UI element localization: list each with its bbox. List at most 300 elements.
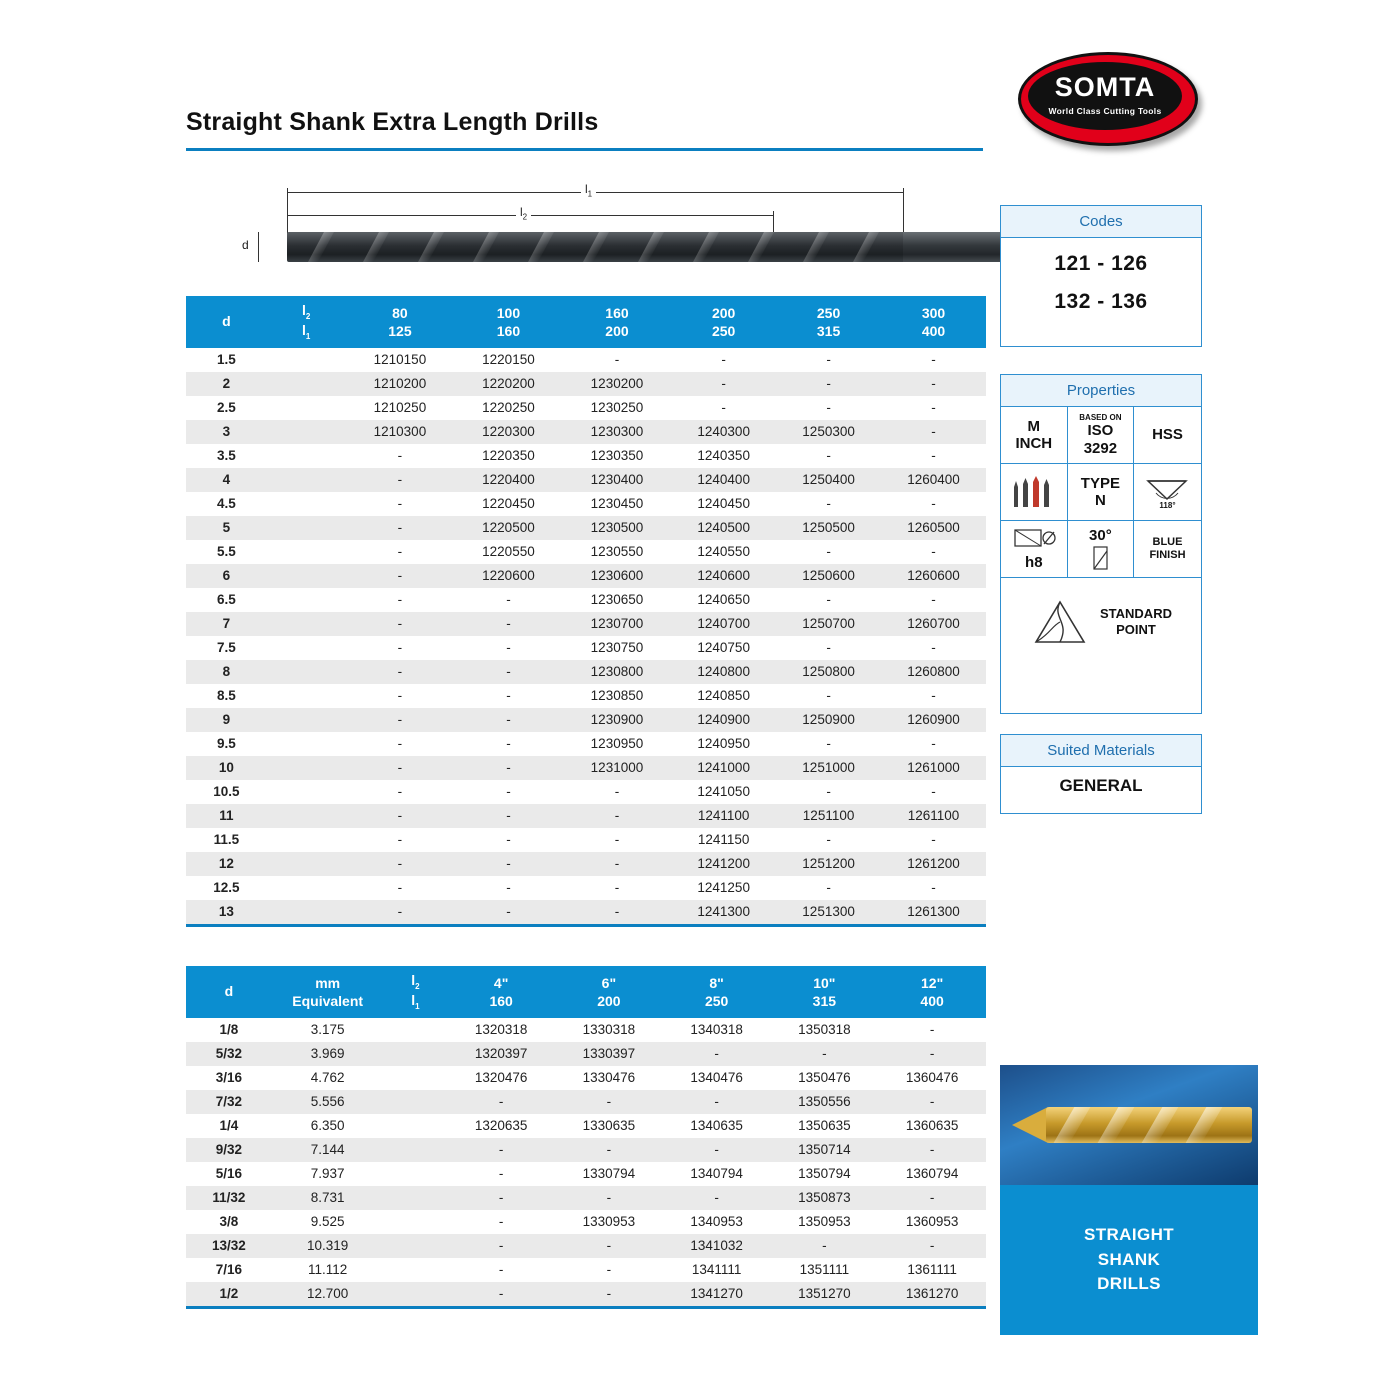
cell-code: 1320318 [447,1018,555,1042]
cell-code: 1230350 [563,444,672,468]
cell-code: 1220450 [454,492,563,516]
cell-code: 1241000 [671,756,776,780]
cell-diameter: 6.5 [186,588,267,612]
cell-code: - [454,612,563,636]
header-col-3: 200 250 [671,296,776,348]
cell-code: - [881,396,986,420]
cell-code: 1261300 [881,900,986,924]
cell-spacer [384,1114,448,1138]
cell-diameter: 7 [186,612,267,636]
cell-diameter: 3.5 [186,444,267,468]
table-row [186,660,986,684]
cell-diameter: 7/32 [186,1090,272,1114]
cell-diameter: 11 [186,804,267,828]
cell-code: 1361111 [878,1258,986,1282]
cell-spacer [267,876,346,900]
cell-code: - [776,492,881,516]
cell-code: - [346,444,455,468]
cell-spacer [267,348,346,372]
cell-code: 1230950 [563,732,672,756]
cell-diameter: 2 [186,372,267,396]
d-label: d [242,238,249,252]
cell-spacer [267,612,346,636]
cell-code: 1240650 [671,588,776,612]
cell-code: 1220550 [454,540,563,564]
cell-diameter: 9/32 [186,1138,272,1162]
cell-code: - [776,876,881,900]
cell-code: - [881,492,986,516]
header-col-1: 6" 200 [555,966,663,1018]
dim-tick-l1-right [903,188,904,232]
cell-code: 1230750 [563,636,672,660]
cell-code: - [346,732,455,756]
cell-code: 1340476 [663,1066,771,1090]
cell-code: - [447,1090,555,1114]
cell-code: 1230650 [563,588,672,612]
cell-spacer [267,516,346,540]
cell-diameter: 13 [186,900,267,924]
cell-spacer [267,540,346,564]
cell-spacer [267,684,346,708]
cell-diameter: 8.5 [186,684,267,708]
cell-spacer [267,900,346,924]
code-range-1: 121 - 126 [1054,252,1148,275]
cell-diameter: 7/16 [186,1258,272,1282]
cell-spacer [384,1258,448,1282]
cell-code: - [454,780,563,804]
suited-materials-panel [1000,734,1202,814]
cell-code: - [454,876,563,900]
cell-code: 1251000 [776,756,881,780]
cell-code: - [776,780,881,804]
header-col-1: 100 160 [454,296,563,348]
helix-icon-svg [1085,545,1115,571]
property-metric-inch: M INCH [1001,407,1068,464]
table-row [186,828,986,852]
cell-code: 1341032 [663,1234,771,1258]
cell-spacer [267,564,346,588]
header-l2-l1 [267,296,346,348]
cell-code: 1240800 [671,660,776,684]
codes-panel [1000,205,1202,347]
table-row [186,516,986,540]
table-row [186,1042,986,1066]
cell-code: - [454,804,563,828]
cell-diameter: 12 [186,852,267,876]
cell-spacer [384,1162,448,1186]
cell-code: 1230500 [563,516,672,540]
table-row [186,756,986,780]
cell-code: 1230400 [563,468,672,492]
metric-table-header-row [186,296,986,348]
cell-code: 1250500 [776,516,881,540]
cell-diameter: 2.5 [186,396,267,420]
cell-code: 1320397 [447,1042,555,1066]
cell-code: 1360476 [878,1066,986,1090]
cell-code: - [563,876,672,900]
table-row [186,1234,986,1258]
cell-mm-equivalent: 12.700 [272,1282,384,1306]
cell-code: 1240350 [671,444,776,468]
cell-code: - [346,780,455,804]
cell-spacer [267,636,346,660]
cell-code: 1260400 [881,468,986,492]
table-row [186,492,986,516]
cell-spacer [267,468,346,492]
table-row [186,420,986,444]
standard-point-icon [1030,596,1090,648]
cell-code: 1350556 [770,1090,878,1114]
suited-materials-value: GENERAL [1059,776,1143,795]
cell-code: 1330953 [555,1210,663,1234]
cell-code: - [555,1234,663,1258]
cell-code: - [346,588,455,612]
cell-code: 1240400 [671,468,776,492]
cell-code: 1240300 [671,420,776,444]
cell-code: 1250800 [776,660,881,684]
cell-diameter: 1/4 [186,1114,272,1138]
table-row [186,1114,986,1138]
cell-code: 1341270 [663,1282,771,1306]
cell-diameter: 6 [186,564,267,588]
cell-code: - [563,780,672,804]
cell-mm-equivalent: 6.350 [272,1114,384,1138]
cell-code: - [878,1042,986,1066]
cell-code: - [346,900,455,924]
suited-materials-title: Suited Materials [1001,735,1201,767]
table-bottom-rule [186,1306,986,1309]
cell-code: 1340953 [663,1210,771,1234]
cell-code: - [663,1138,771,1162]
cell-mm-equivalent: 9.525 [272,1210,384,1234]
cell-code: 1330794 [555,1162,663,1186]
cell-spacer [384,1042,448,1066]
drill-dimension-diagram [186,170,986,280]
cell-code: - [563,900,672,924]
header-col-2: 8" 250 [663,966,771,1018]
cell-code: - [454,756,563,780]
header-l2: $l_2$ [302,302,311,321]
cell-code: 1261200 [881,852,986,876]
header-col-3: 10" 315 [770,966,878,1018]
cell-code: 1240850 [671,684,776,708]
cell-code: - [346,564,455,588]
cell-code: - [346,540,455,564]
header-mm-equivalent: mm Equivalent [272,966,384,1018]
helix-angle-icon: 30° [1068,521,1135,578]
cell-code: - [555,1186,663,1210]
cell-diameter: 5 [186,516,267,540]
cell-code: - [563,348,672,372]
page-title: Straight Shank Extra Length Drills [186,108,599,136]
cell-spacer [384,1090,448,1114]
drill-bit-illustration [1012,1083,1250,1167]
cell-diameter: 10 [186,756,267,780]
cell-code: - [346,708,455,732]
table-row [186,348,986,372]
cell-code: - [663,1090,771,1114]
cell-code: 1351111 [770,1258,878,1282]
cell-code: 1360635 [878,1114,986,1138]
cell-code: 1230550 [563,540,672,564]
table-row [186,1282,986,1306]
cell-spacer [267,372,346,396]
cell-code: 1361270 [878,1282,986,1306]
cell-code: 1220600 [454,564,563,588]
table-row [186,804,986,828]
title-divider [186,148,983,151]
cell-code: - [776,348,881,372]
cell-code: - [447,1282,555,1306]
cell-code: - [776,372,881,396]
product-caption-block [1000,1185,1258,1335]
table-row [186,1138,986,1162]
cell-code: - [454,684,563,708]
cell-code: 1230850 [563,684,672,708]
cell-code: 1260900 [881,708,986,732]
cell-code: - [454,828,563,852]
cell-diameter: 3/16 [186,1066,272,1090]
property-material-hss: HSS [1134,407,1201,464]
table-row [186,876,986,900]
header-d: d [186,296,267,348]
cell-code: - [447,1162,555,1186]
cell-spacer [267,396,346,420]
cell-code: - [776,396,881,420]
cell-diameter: 11.5 [186,828,267,852]
cell-code: - [776,540,881,564]
cell-code: 1210300 [346,420,455,444]
code-range-2: 132 - 136 [1054,290,1148,313]
cell-spacer [384,1138,448,1162]
cell-code: - [776,588,881,612]
cell-code: 1240950 [671,732,776,756]
cell-code: 1240750 [671,636,776,660]
cell-code: 1210150 [346,348,455,372]
cell-mm-equivalent: 7.937 [272,1162,384,1186]
cell-code: - [447,1186,555,1210]
cell-code: - [346,852,455,876]
cell-code: 1241200 [671,852,776,876]
cell-code: - [770,1042,878,1066]
cell-code: - [555,1258,663,1282]
d-dimension-line [258,232,259,262]
product-photo [1000,1065,1258,1185]
table-row [186,468,986,492]
cell-code: 1220300 [454,420,563,444]
header-col-0: 80 125 [346,296,455,348]
header-col-4: 250 315 [776,296,881,348]
cell-code: 1240450 [671,492,776,516]
cell-code: 1250400 [776,468,881,492]
cell-code: - [454,900,563,924]
table-row [186,1210,986,1234]
header-l2-l1 [384,966,448,1018]
cell-code: - [346,636,455,660]
cell-code: 1251200 [776,852,881,876]
cell-diameter: 1.5 [186,348,267,372]
cell-code: 1250300 [776,420,881,444]
cell-code: 1261000 [881,756,986,780]
header-col-0: 4" 160 [447,966,555,1018]
table-row [186,732,986,756]
cell-code: - [878,1234,986,1258]
header-l1: $l_1$ [302,321,311,341]
cell-code: 1220400 [454,468,563,492]
table-row [186,372,986,396]
cell-code: 1230300 [563,420,672,444]
bit-tip [1012,1107,1048,1143]
cell-spacer [267,708,346,732]
table-row [186,900,986,924]
properties-grid [1001,407,1201,666]
cell-code: - [346,660,455,684]
cell-code: 1251300 [776,900,881,924]
cell-spacer [384,1018,448,1042]
inch-sizes-table [186,966,986,1309]
cell-code: - [881,732,986,756]
cell-code: - [881,828,986,852]
cell-code: 1260600 [881,564,986,588]
l1-label: $l_1$ [581,182,596,198]
cell-code: 1250600 [776,564,881,588]
cell-spacer [384,1186,448,1210]
cell-code: - [776,444,881,468]
cell-diameter: 1/2 [186,1282,272,1306]
cell-code: 1230200 [563,372,672,396]
cell-code: - [663,1186,771,1210]
cell-spacer [267,780,346,804]
cell-code: 1240900 [671,708,776,732]
property-blue-finish: BLUE FINISH [1134,521,1201,578]
cell-spacer [267,828,346,852]
cell-spacer [384,1234,448,1258]
cell-code: - [881,876,986,900]
cell-code: 1241100 [671,804,776,828]
header-d: d [186,966,272,1018]
cell-code: - [671,372,776,396]
shank-tolerance-svg [1011,526,1057,554]
cell-code: 1341111 [663,1258,771,1282]
cell-diameter: 5.5 [186,540,267,564]
cell-code: 1350873 [770,1186,878,1210]
header-col-2: 160 200 [563,296,672,348]
cell-code: 1260800 [881,660,986,684]
cell-code: - [346,828,455,852]
cell-diameter: 12.5 [186,876,267,900]
cell-code: - [776,684,881,708]
cell-diameter: 4 [186,468,267,492]
table-row [186,780,986,804]
cell-mm-equivalent: 8.731 [272,1186,384,1210]
cell-code: - [563,828,672,852]
table-row [186,564,986,588]
cell-mm-equivalent: 5.556 [272,1090,384,1114]
cell-spacer [267,588,346,612]
cell-code: 1360953 [878,1210,986,1234]
table-row [186,852,986,876]
cell-code: 1260700 [881,612,986,636]
cell-code: 1220250 [454,396,563,420]
properties-panel [1000,374,1202,714]
cell-mm-equivalent: 3.175 [272,1018,384,1042]
cell-code: 1230800 [563,660,672,684]
cell-code: 1350794 [770,1162,878,1186]
cell-code: 1220500 [454,516,563,540]
cell-spacer [267,732,346,756]
cell-mm-equivalent: 3.969 [272,1042,384,1066]
cell-code: 1230600 [563,564,672,588]
table-row [186,1066,986,1090]
header-col-5: 300 400 [881,296,986,348]
cell-code: 1210200 [346,372,455,396]
cell-code: 1210250 [346,396,455,420]
cell-code: 1350476 [770,1066,878,1090]
cell-code: 1320476 [447,1066,555,1090]
table-row [186,708,986,732]
cell-code: - [346,612,455,636]
cell-diameter: 5/16 [186,1162,272,1186]
cell-code: 1251100 [776,804,881,828]
point-angle-icon: 118° [1134,464,1201,521]
cell-code: - [346,756,455,780]
cell-code: 1240500 [671,516,776,540]
cell-code: - [881,588,986,612]
cell-code: - [555,1090,663,1114]
cell-code: - [881,444,986,468]
table-row [186,1090,986,1114]
property-iso-standard: BASED ON ISO 3292 [1068,407,1135,464]
cell-code: - [454,636,563,660]
cell-diameter: 9.5 [186,732,267,756]
cell-diameter: 13/32 [186,1234,272,1258]
cell-code: 1250900 [776,708,881,732]
cell-code: 1330476 [555,1066,663,1090]
cell-code: - [881,540,986,564]
cell-mm-equivalent: 4.762 [272,1066,384,1090]
property-type-n: TYPE N [1068,464,1135,521]
cell-code: 1230900 [563,708,672,732]
cell-code: 1240600 [671,564,776,588]
cell-code: 1241250 [671,876,776,900]
cell-code: 1340318 [663,1018,771,1042]
cell-code: - [663,1042,771,1066]
cell-diameter: 7.5 [186,636,267,660]
cell-code: - [447,1210,555,1234]
cell-code: - [447,1234,555,1258]
somta-logo [1010,46,1200,150]
drill-sizes-icon-svg [1010,475,1058,509]
cell-code: - [555,1138,663,1162]
cell-code: 1241300 [671,900,776,924]
cell-code: 1320635 [447,1114,555,1138]
cell-code: - [346,516,455,540]
table-row [186,540,986,564]
table-row [186,444,986,468]
cell-code: 1220200 [454,372,563,396]
cell-spacer [384,1210,448,1234]
cell-code: - [563,852,672,876]
cell-code: - [346,492,455,516]
cell-code: - [878,1018,986,1042]
cell-code: - [881,420,986,444]
inch-table-header-row [186,966,986,1018]
cell-code: - [776,828,881,852]
cell-spacer [267,660,346,684]
cell-code: 1240700 [671,612,776,636]
cell-code: 1230700 [563,612,672,636]
table-row [186,684,986,708]
